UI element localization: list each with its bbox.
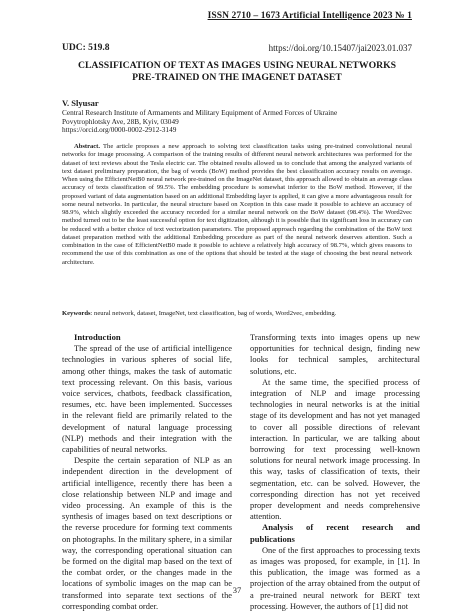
section-heading-analysis: Analysis of recent research and publications: [250, 522, 420, 544]
doi-link[interactable]: https://doi.org/10.15407/jai2023.01.037: [268, 43, 412, 53]
author-affiliation-block: [62, 109, 337, 135]
paragraph: At the same time, the specified process of integration of NLP and image processing technologies in neural networks is at the initial stage of its development and has not yet managed to cover all possible directions of relevant interaction. In particular, we are talking about borrowing for text processing well-known solutions for neural network image processing. In this way, tasks of classification of texts, their segmentation, etc. can be solved. However, the corresponding direction has not yet received proper development and needs comprehensive attention.: [250, 377, 420, 522]
keywords: [62, 310, 412, 317]
section-heading-introduction: Introduction: [74, 332, 121, 342]
abstract-text: The article proposes a new approach to solving text classification tasks using pre-trained convolutional neural networks for image processing. A comparison of the training results of different neural network architectures was performed for the dataset of text reviews about the Tesla electric car. The obtained results allowed us to conclude that among the analyzed variants of text dataset preliminary preparation, the bag of words (BoW) method provides the best classification accuracy results on average. When using the EfficientNetB0 neural network pre-trained on the ImageNet dataset, this approach allowed to obtain an average class accuracy of texts classification of 99.5%. The embedding procedure is somewhat inferior to the BoW method. However, if the proposed variant of data augmentation based on an additional Embedding layer is applied, it can give a more advantageous result for some neural networks. In particular, the neural structure based on Xception in this case made it possible to achieve an accuracy of 98.9%, which slightly exceeded the accuracy recorded for a similar neural network on the BoW dataset (98.4%). The Word2vec method turned out to be the least successful option for text digitization, although it is possible that its significant loss in accuracy can be reduced with a better choice of text vectorization parameters. The proposed approach regarding the combination of the BoW text dataset preparation method with the additional Embedding procedure as part of the neural network deserves attention. Such a combination in the case of EfficientNetB0 made it possible to achieve a relatively high accuracy of 98.7%, which gives reasons to recommend the use of this combination as one of the options that should be tested at the stage of choosing the best neural network architecture.: [62, 143, 412, 266]
udc-code: UDC: 519.8: [62, 43, 110, 53]
abstract: [62, 143, 412, 267]
keywords-label: Keywords: [62, 310, 91, 317]
title-line-1: CLASSIFICATION OF TEXT AS IMAGES USING NEURAL NETWORKS: [77, 60, 397, 71]
abstract-label: Abstract.: [74, 143, 100, 150]
journal-header: ISSN 2710 – 1673 Artificial Intelligence 2023 № 1: [207, 11, 412, 21]
author-affiliation: Central Research Institute of Armaments and Military Equipment of Armed Forces of Ukraine: [62, 108, 338, 117]
author-address: Povytrophlotsky Ave, 28B, Kyiv, 03049: [62, 116, 179, 126]
page-number: 37: [232, 585, 242, 595]
paragraph: Transforming texts into images opens up new opportunities for technical design, finding new looks for technical samples, architectural solutions, etc.: [250, 333, 420, 376]
author-orcid[interactable]: https://orcid.org/0000-0002-2912-3149: [62, 125, 177, 135]
body-column-left: [62, 332, 232, 612]
author-name: V. Slyusar: [62, 98, 99, 108]
keywords-text: : neural network, dataset, ImageNet, text classification, bag of words, Word2vec, embedding.: [90, 310, 337, 317]
paragraph: One of the first approaches to processing texts as images was proposed, for example, in [1]. In this publication, the image was formed as a projection of the array obtained from the output of a pre-trained neural network for BERT text processing. However, the authors of [1] did not: [250, 545, 420, 611]
title-line-2: PRE-TRAINED ON THE IMAGENET DATASET: [132, 72, 342, 83]
paragraph: Despite the certain separation of NLP as an independent direction in the development of artificial intelligence, recently there has been a close relationship between NLP and image and video processing. An example of this is the synthesis of images based on text descriptions or the reverse procedure for forming text comments on photographs. In the military sphere, in a similar way, the corresponding operational situation can be formed on the digital map based on the text of the combat order, or the changes made in the locations of symbolic images on the map can be transformed into separate text sections of the corresponding combat order.: [62, 456, 232, 611]
paper-title: [62, 60, 412, 84]
paragraph: The spread of the use of artificial intelligence technologies in various spheres of social life, among other things, makes the task of automatic text processing relevant. On this basis, various voice services, chatbots, feedback classification, resumes, etc. have been implemented. Successes in the relevant field are primarily related to the development of natural language processing (NLP) methods and their integration with the capabilities of neural networks.: [62, 344, 232, 455]
body-column-right: [250, 332, 420, 612]
